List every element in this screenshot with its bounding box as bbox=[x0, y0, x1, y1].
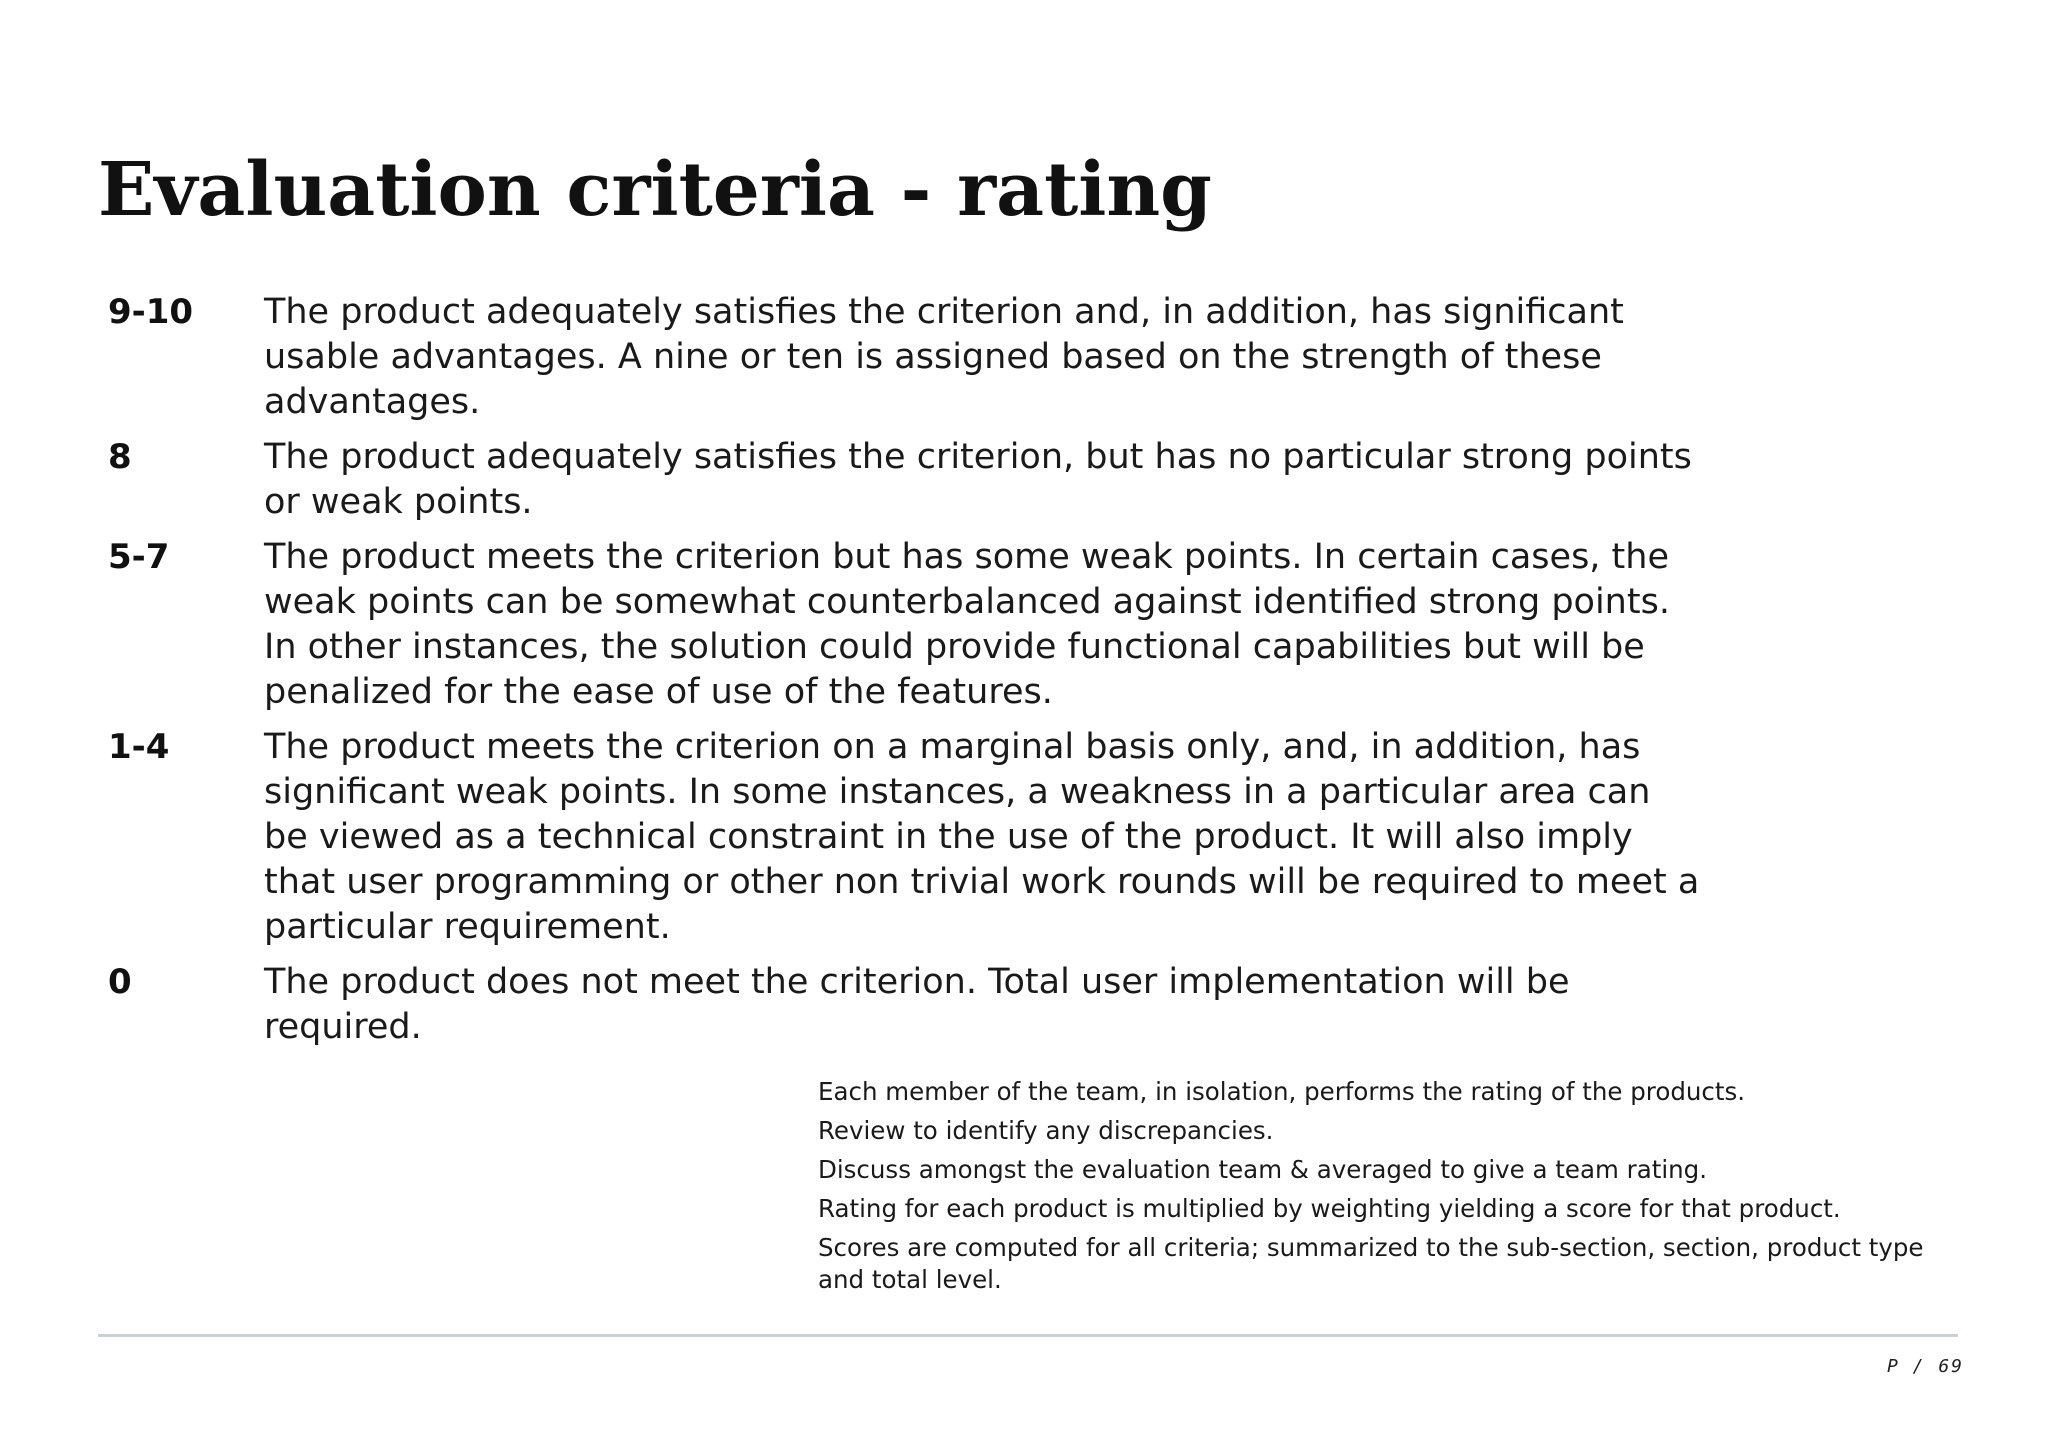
rating-description: The product adequately satisfies the criterion, but has no particular strong points or weak points. bbox=[264, 437, 1692, 522]
process-notes bbox=[818, 1076, 2018, 1303]
rating-row bbox=[108, 535, 1788, 715]
rating-score: 0 bbox=[108, 962, 132, 1002]
rating-score: 1-4 bbox=[108, 727, 170, 767]
note-item: Review to identify any discrepancies. bbox=[818, 1116, 1274, 1145]
rating-score: 9-10 bbox=[108, 292, 194, 332]
note-item: Discuss amongst the evaluation team & averaged to give a team rating. bbox=[818, 1155, 1707, 1184]
rating-description: The product meets the criterion but has some weak points. In certain cases, the weak points can be somewhat counterbalanced against identified strong points. In other instances, the solution could provide functional capabilities but will be penalized for the ease of use of the features. bbox=[264, 537, 1670, 712]
rating-score: 5-7 bbox=[108, 537, 170, 577]
rating-description: The product does not meet the criterion. Total user implementation will be required. bbox=[264, 962, 1570, 1047]
rating-row bbox=[108, 435, 1788, 525]
rating-description: The product adequately satisfies the criterion and, in addition, has significant usable advantages. A nine or ten is assigned based on the strength of these advantages. bbox=[264, 292, 1624, 422]
footer-divider bbox=[98, 1334, 1958, 1337]
rating-scale-list bbox=[108, 290, 1788, 1060]
rating-score: 8 bbox=[108, 437, 132, 477]
rating-row bbox=[108, 725, 1788, 950]
note-item: Rating for each product is multiplied by weighting yielding a score for that product. bbox=[818, 1194, 1841, 1223]
note-item: Each member of the team, in isolation, performs the rating of the products. bbox=[818, 1077, 1746, 1106]
note-item: Scores are computed for all criteria; summarized to the sub-section, section, product type and total level. bbox=[818, 1233, 1924, 1294]
page-number: P / 69 bbox=[1886, 1356, 1964, 1377]
rating-row bbox=[108, 290, 1788, 425]
rating-row bbox=[108, 960, 1788, 1050]
page-title: Evaluation criteria - rating bbox=[98, 147, 1212, 233]
rating-description: The product meets the criterion on a marginal basis only, and, in addition, has significant weak points. In some instances, a weakness in a particular area can be viewed as a technical constraint in the use of the product. It will also imply that user programming or other non trivial work rounds will be required to meet a particular requirement. bbox=[264, 727, 1700, 947]
